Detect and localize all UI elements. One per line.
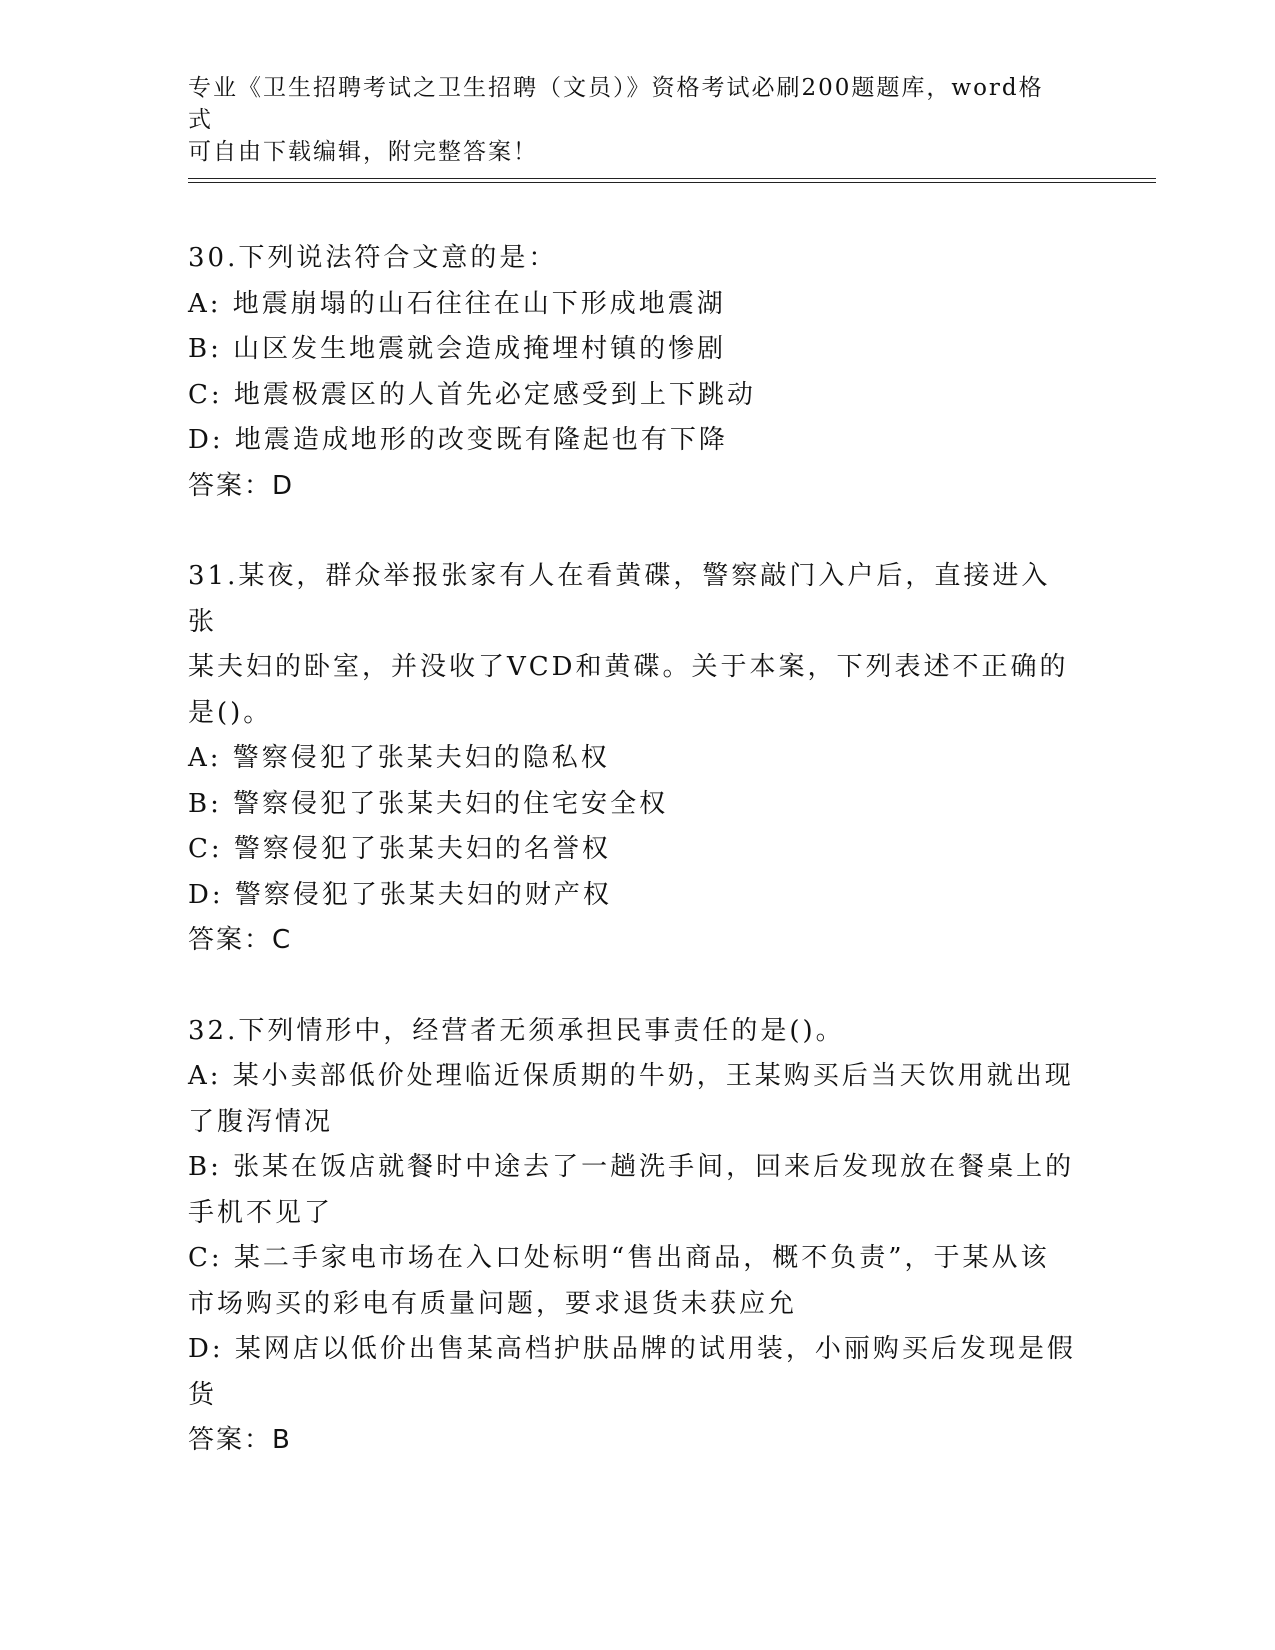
header-line-1: 专业《卫生招聘考试之卫生招聘（文员）》资格考试必刷200题题库，word格式 bbox=[188, 75, 1044, 133]
option-d: D: 警察侵犯了张某夫妇的财产权 bbox=[188, 879, 612, 910]
option-d-continued: 货 bbox=[188, 1379, 218, 1410]
option-c: C: 某二手家电市场在入口处标明“售出商品，概不负责”，于某从该 bbox=[188, 1243, 1050, 1273]
option-b: B: 山区发生地震就会造成掩埋村镇的惨剧 bbox=[188, 334, 727, 364]
question-stem: 32.下列情形中，经营者无须承担民事责任的是()。 bbox=[188, 1015, 845, 1046]
header-line-2: 可自由下载编辑，附完整答案！ bbox=[188, 139, 538, 165]
answer: 答案：C bbox=[188, 925, 293, 955]
option-a: A: 某小卖部低价处理临近保质期的牛奶，王某购买后当天饮用就出现 bbox=[188, 1061, 1074, 1091]
option-b: B: 张某在饭店就餐时中途去了一趟洗手间，回来后发现放在餐桌上的 bbox=[188, 1152, 1075, 1182]
option-c: C: 警察侵犯了张某夫妇的名誉权 bbox=[188, 834, 611, 864]
header-divider bbox=[188, 178, 1156, 183]
option-c: C: 地震极震区的人首先必定感受到上下跳动 bbox=[188, 379, 756, 410]
question-32 bbox=[188, 1009, 1078, 1464]
option-b: B: 警察侵犯了张某夫妇的住宅安全权 bbox=[188, 788, 669, 819]
option-b-continued: 手机不见了 bbox=[188, 1197, 334, 1228]
option-a-continued: 了腹泻情况 bbox=[188, 1106, 334, 1137]
option-d: D: 某网店以低价出售某高档护肤品牌的试用装，小丽购买后发现是假 bbox=[188, 1334, 1076, 1364]
question-stem: 是()。 bbox=[188, 697, 273, 728]
document-header bbox=[188, 72, 1068, 168]
option-a: A: 地震崩塌的山石往往在山下形成地震湖 bbox=[188, 288, 726, 319]
answer: 答案：B bbox=[188, 1425, 292, 1455]
answer: 答案：D bbox=[188, 470, 295, 501]
question-stem: 30.下列说法符合文意的是： bbox=[188, 243, 558, 273]
option-d: D: 地震造成地形的改变既有隆起也有下降 bbox=[188, 425, 728, 455]
option-c-continued: 市场购买的彩电有质量问题，要求退货未获应允 bbox=[188, 1288, 798, 1319]
question-stem: 31.某夜，群众举报张家有人在看黄碟，警察敲门入户后，直接进入张 bbox=[188, 561, 1051, 637]
question-30 bbox=[188, 236, 1078, 509]
question-list bbox=[188, 236, 1078, 1509]
question-31 bbox=[188, 554, 1078, 964]
option-a: A: 警察侵犯了张某夫妇的隐私权 bbox=[188, 743, 610, 773]
question-stem: 某夫妇的卧室，并没收了VCD和黄碟。关于本案，下列表述不正确的 bbox=[188, 652, 1069, 682]
